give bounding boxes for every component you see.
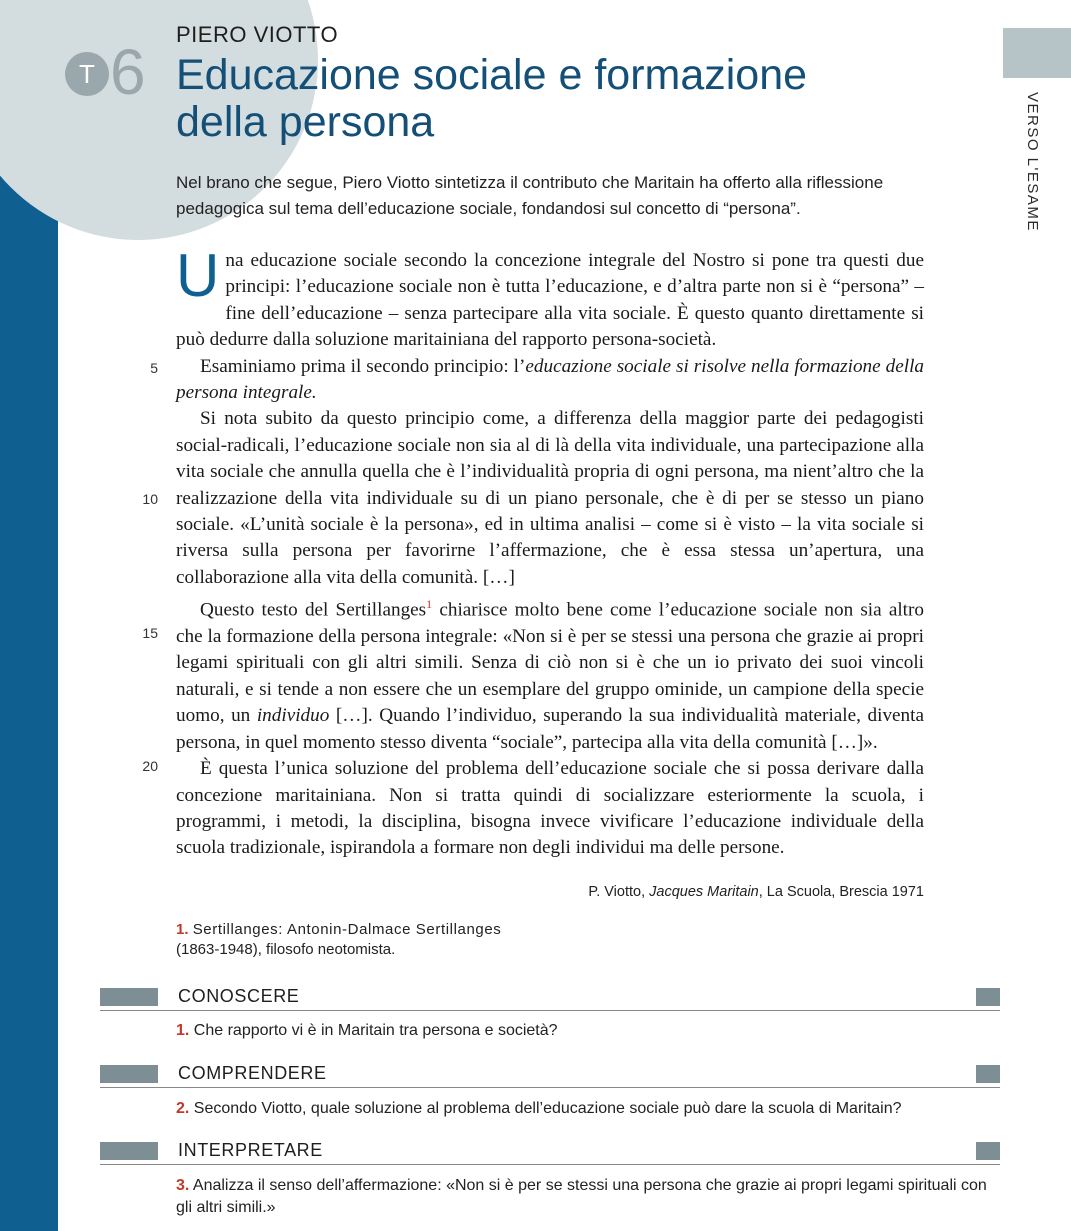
drop-cap: U xyxy=(176,242,220,309)
intro-text: Nel brano che segue, Piero Viotto sintetizza il contributo che Maritain ha offerto alla riflessione pedagogica sul tema dell’educazione sociale, fondandosi sul concetto di “persona”. xyxy=(176,173,884,218)
footnote-number: 1. xyxy=(176,921,189,938)
question-text: Che rapporto vi è in Maritain tra persona e società? xyxy=(193,1022,558,1039)
paragraph-1 xyxy=(176,242,924,354)
title-line-1: Educazione sociale e formazione xyxy=(176,51,808,99)
paragraph-4-text-a: Questo testo del Sertillanges xyxy=(200,599,427,621)
source-work: Jacques Maritain xyxy=(649,884,759,900)
section-label: INTERPRETARE xyxy=(178,1140,323,1160)
question-1 xyxy=(176,1020,996,1042)
footnote-text: Antonin-Dalmace Sertillanges xyxy=(283,921,502,938)
paragraph-1-text: na educazione sociale secondo la concezione integrale del Nostro si pone tra questi due principi: l’educazione sociale non è tutta l’educazione, e d’altra parte non si è “persona” – fine dell’educazione – senza partecipare alla vita sociale. È questo quanto direttamente si può dedurre dalla soluzione maritainiana del rapporto persona-società. xyxy=(176,250,924,351)
section-bar-left xyxy=(100,1065,158,1083)
section-bar-left xyxy=(100,1142,158,1160)
paragraph-4-text-b: chiarisce molto bene come l’educazione sociale non sia altro che la formazione della persona integrale: «Non si è per se stessi una persona che grazie ai propri legami spirituali con gli altri simili. Senza di ciò non si è che un io privato dei suoi vincoli naturali, e si tende a non essere che un esemplare del gruppo ominide, un campione della specie uomo, un xyxy=(176,599,924,727)
text-badge-letter: T xyxy=(65,52,109,96)
section-bar-right xyxy=(976,1065,1000,1083)
main-text xyxy=(176,242,924,862)
section-conoscere xyxy=(100,986,1000,1011)
question-text: Secondo Viotto, quale soluzione al problema dell’educazione sociale può dare la scuola di Maritain? xyxy=(193,1100,902,1117)
paragraph-2 xyxy=(176,354,924,407)
paragraph-3: Si nota subito da questo principio come, a differenza della maggior parte dei pedagogisti social-radicali, l’educazione sociale non sia al di là della vita individuale, una partecipazione alla vita sociale che annulla quella che è l’individualità propria di ogni persona, ma nient’altro che la realizzazione della vita individuale su di un piano personale, che è di per se stesso un piano sociale. «L’unità sociale è la persona», ed in ultima analisi – come si è visto – la vita sociale si riversa sulla persona per favorirne l’affermazione, che è essa stessa un’apertura, una collaborazione alla vita della comunità. […] xyxy=(176,408,924,588)
question-3 xyxy=(176,1175,996,1219)
footnote-line-1 xyxy=(176,920,501,940)
text-badge-number: 6 xyxy=(110,36,146,108)
line-number: 20 xyxy=(142,758,158,774)
paragraph-4 xyxy=(176,591,924,756)
line-number: 15 xyxy=(142,625,158,641)
line-number: 10 xyxy=(142,491,158,507)
paragraph-2-text: Esaminiamo prima il secondo principio: l’ xyxy=(200,355,526,377)
right-tab-decoration xyxy=(1003,28,1071,78)
paragraph-4-italic: individuo xyxy=(256,705,330,727)
side-section-label: VERSO L'ESAME xyxy=(1024,92,1041,232)
section-bar-right xyxy=(976,988,1000,1006)
section-bar-left xyxy=(100,988,158,1006)
footnote-ref[interactable]: 1 xyxy=(426,597,433,612)
section-label: COMPRENDERE xyxy=(178,1063,327,1083)
section-label: CONOSCERE xyxy=(178,986,300,1006)
footnote-term: Sertillanges: xyxy=(192,921,284,938)
paragraph-4-text-c: […]. Quando l’individuo, superando la sua individualità materiale, diventa persona, in quel momento stesso diventa “sociale”, partecipa alla vita della comunità […]». xyxy=(176,705,924,753)
line-number: 5 xyxy=(150,360,158,376)
footnote xyxy=(176,920,501,960)
question-text: Analizza il senso dell’affermazione: «Non si è per se stessi una persona che grazie ai propri legami spirituali con gli altri simili.» xyxy=(176,1177,987,1216)
source-publisher: , La Scuola, Brescia 1971 xyxy=(758,884,924,900)
source-author: P. Viotto, xyxy=(588,884,650,900)
section-interpretare xyxy=(100,1140,1000,1165)
paragraph-2-italic: educazione sociale si risolve nella formazione della persona integrale. xyxy=(176,355,924,404)
page-title xyxy=(176,52,807,146)
section-comprendere xyxy=(100,1063,1000,1088)
question-2 xyxy=(176,1098,996,1120)
section-bar-right xyxy=(976,1142,1000,1160)
author-name: PIERO VIOTTO xyxy=(176,22,339,47)
question-number: 3. xyxy=(176,1177,190,1194)
intro-paragraph xyxy=(176,170,956,222)
source-citation xyxy=(560,884,924,900)
footnote-line-2: (1863-1948), filosofo neotomista. xyxy=(176,941,396,958)
question-number: 2. xyxy=(176,1100,190,1117)
title-line-2: della persona xyxy=(176,98,435,146)
question-number: 1. xyxy=(176,1022,190,1039)
paragraph-5: È questa l’unica soluzione del problema dell’educazione sociale che si possa derivare dalla concezione maritainiana. Non si tratta quindi di socializzare esteriormente la scuola, i programmi, i metodi, la disciplina, bisogna invece vivificare l’educazione individuale della scuola tradizionale, ispirandola a formare non degli individui ma delle persone. xyxy=(176,758,924,859)
